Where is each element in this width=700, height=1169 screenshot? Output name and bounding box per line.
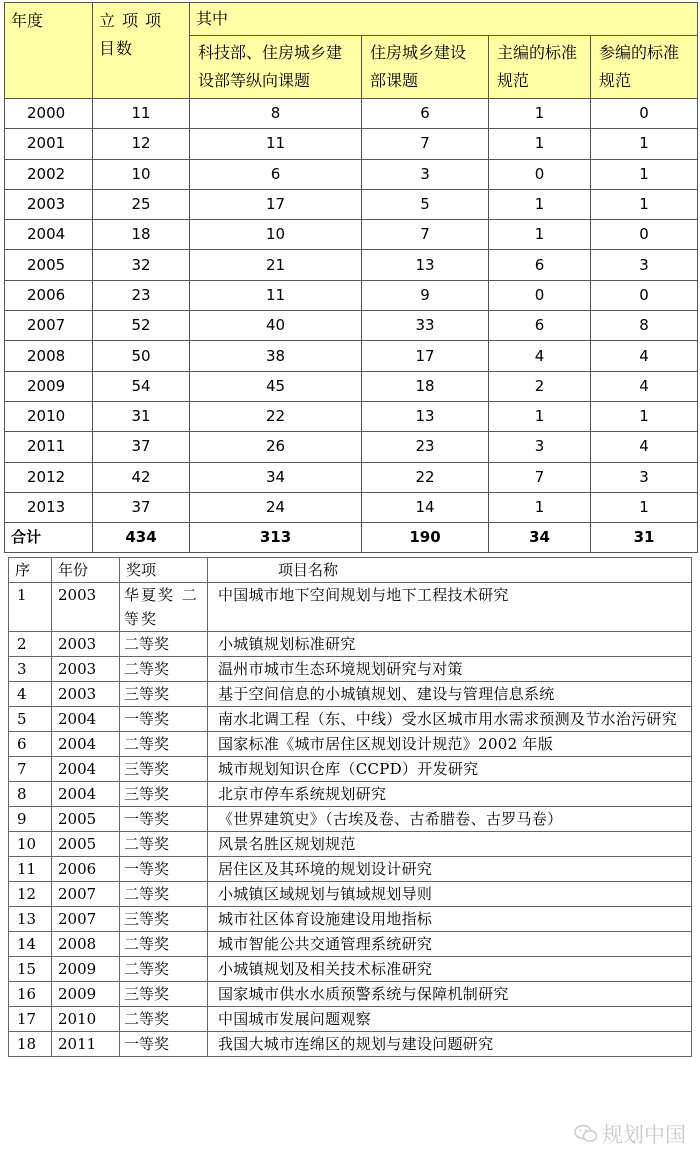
value-cell: 7 xyxy=(362,129,489,159)
award-cell: 二等奖 xyxy=(120,657,208,682)
header-year: 年份 xyxy=(52,558,120,583)
value-cell: 4 xyxy=(591,341,698,371)
value-cell: 3 xyxy=(489,432,591,462)
award-cell: 一等奖 xyxy=(120,857,208,882)
value-cell: 0 xyxy=(489,159,591,189)
year-cell: 2010 xyxy=(5,401,93,431)
header-col3: 主编的标准规范 xyxy=(489,36,591,99)
wechat-icon xyxy=(574,1124,598,1144)
value-cell: 10 xyxy=(93,159,190,189)
table-row xyxy=(9,782,692,807)
value-cell: 25 xyxy=(93,189,190,219)
project-name-cell: 我国大城市连绵区的规划与建设问题研究 xyxy=(208,1032,692,1057)
table-row xyxy=(9,732,692,757)
header-col1: 科技部、住房城乡建设部等纵向课题 xyxy=(190,36,362,99)
award-cell: 二等奖 xyxy=(120,732,208,757)
table-row xyxy=(9,932,692,957)
table-row xyxy=(9,882,692,907)
value-cell: 1 xyxy=(591,159,698,189)
year-cell: 2006 xyxy=(52,857,120,882)
value-cell: 17 xyxy=(190,189,362,219)
value-cell: 6 xyxy=(190,159,362,189)
year-cell: 2011 xyxy=(5,432,93,462)
project-name-cell: 国家城市供水水质预警系统与保障机制研究 xyxy=(208,982,692,1007)
table-row xyxy=(5,159,698,189)
award-cell: 二等奖 xyxy=(120,632,208,657)
year-cell: 2004 xyxy=(52,782,120,807)
value-cell: 13 xyxy=(362,250,489,280)
value-cell: 37 xyxy=(93,432,190,462)
value-cell: 1 xyxy=(489,401,591,431)
year-cell: 2007 xyxy=(52,882,120,907)
table-row xyxy=(5,280,698,310)
total-cell: 31 xyxy=(591,523,698,553)
header-group: 其中 xyxy=(190,3,698,36)
seq-cell: 1 xyxy=(9,583,52,632)
seq-cell: 6 xyxy=(9,732,52,757)
value-cell: 11 xyxy=(190,129,362,159)
table-row xyxy=(9,982,692,1007)
table-row xyxy=(9,682,692,707)
table-row xyxy=(5,492,698,522)
value-cell: 9 xyxy=(362,280,489,310)
value-cell: 23 xyxy=(93,280,190,310)
project-name-cell: 南水北调工程（东、中线）受水区城市用水需求预测及节水治污研究 xyxy=(208,707,692,732)
table-row xyxy=(9,583,692,632)
year-cell: 2000 xyxy=(5,99,93,129)
award-cell: 华夏奖 二等奖 xyxy=(120,583,208,632)
value-cell: 7 xyxy=(362,220,489,250)
project-name-cell: 基于空间信息的小城镇规划、建设与管理信息系统 xyxy=(208,682,692,707)
value-cell: 52 xyxy=(93,311,190,341)
table-row xyxy=(5,341,698,371)
table-row xyxy=(9,907,692,932)
value-cell: 0 xyxy=(591,280,698,310)
value-cell: 11 xyxy=(93,99,190,129)
value-cell: 1 xyxy=(489,129,591,159)
project-name-cell: 北京市停车系统规划研究 xyxy=(208,782,692,807)
project-name-cell: 小城镇规划标准研究 xyxy=(208,632,692,657)
seq-cell: 2 xyxy=(9,632,52,657)
award-cell: 二等奖 xyxy=(120,932,208,957)
table-row xyxy=(5,129,698,159)
header-col4: 参编的标准规范 xyxy=(591,36,698,99)
value-cell: 38 xyxy=(190,341,362,371)
award-cell: 二等奖 xyxy=(120,957,208,982)
year-cell: 2010 xyxy=(52,1007,120,1032)
value-cell: 14 xyxy=(362,492,489,522)
value-cell: 23 xyxy=(362,432,489,462)
year-cell: 2006 xyxy=(5,280,93,310)
award-cell: 三等奖 xyxy=(120,782,208,807)
year-cell: 2013 xyxy=(5,492,93,522)
table-row xyxy=(5,432,698,462)
year-cell: 2009 xyxy=(52,957,120,982)
watermark-text: 规划中国 xyxy=(602,1123,686,1147)
value-cell: 4 xyxy=(489,341,591,371)
table-row xyxy=(9,857,692,882)
value-cell: 11 xyxy=(190,280,362,310)
table-row xyxy=(9,657,692,682)
value-cell: 1 xyxy=(489,99,591,129)
award-cell: 三等奖 xyxy=(120,757,208,782)
seq-cell: 4 xyxy=(9,682,52,707)
value-cell: 1 xyxy=(591,492,698,522)
year-cell: 2002 xyxy=(5,159,93,189)
header-award: 奖项 xyxy=(120,558,208,583)
table-row xyxy=(9,1032,692,1057)
value-cell: 31 xyxy=(93,401,190,431)
award-cell: 三等奖 xyxy=(120,982,208,1007)
total-cell: 313 xyxy=(190,523,362,553)
value-cell: 0 xyxy=(489,280,591,310)
award-cell: 三等奖 xyxy=(120,907,208,932)
seq-cell: 9 xyxy=(9,807,52,832)
award-cell: 三等奖 xyxy=(120,682,208,707)
value-cell: 18 xyxy=(93,220,190,250)
table-row xyxy=(9,757,692,782)
seq-cell: 14 xyxy=(9,932,52,957)
year-cell: 2007 xyxy=(52,907,120,932)
award-cell: 一等奖 xyxy=(120,807,208,832)
value-cell: 5 xyxy=(362,189,489,219)
value-cell: 3 xyxy=(591,462,698,492)
value-cell: 22 xyxy=(190,401,362,431)
seq-cell: 5 xyxy=(9,707,52,732)
table-row xyxy=(5,371,698,401)
awards-table xyxy=(8,557,692,1057)
header-project-count: 立 项 项 目数 xyxy=(93,3,190,99)
table-row xyxy=(5,99,698,129)
value-cell: 8 xyxy=(190,99,362,129)
project-name-cell: 小城镇区域规划与镇域规划导则 xyxy=(208,882,692,907)
value-cell: 0 xyxy=(591,99,698,129)
table-row xyxy=(5,311,698,341)
value-cell: 6 xyxy=(362,99,489,129)
seq-cell: 16 xyxy=(9,982,52,1007)
project-name-cell: 居住区及其环境的规划设计研究 xyxy=(208,857,692,882)
total-cell: 190 xyxy=(362,523,489,553)
table-row xyxy=(9,707,692,732)
project-name-cell: 城市社区体育设施建设用地指标 xyxy=(208,907,692,932)
value-cell: 50 xyxy=(93,341,190,371)
value-cell: 12 xyxy=(93,129,190,159)
year-cell: 2012 xyxy=(5,462,93,492)
header-project-name: 项目名称 xyxy=(208,558,692,583)
seq-cell: 10 xyxy=(9,832,52,857)
value-cell: 1 xyxy=(489,189,591,219)
value-cell: 1 xyxy=(489,220,591,250)
header-seq: 序 xyxy=(9,558,52,583)
value-cell: 33 xyxy=(362,311,489,341)
seq-cell: 18 xyxy=(9,1032,52,1057)
table-row xyxy=(5,462,698,492)
award-cell: 一等奖 xyxy=(120,1032,208,1057)
value-cell: 10 xyxy=(190,220,362,250)
project-name-cell: 温州市城市生态环境规划研究与对策 xyxy=(208,657,692,682)
project-name-cell: 小城镇规划及相关技术标准研究 xyxy=(208,957,692,982)
value-cell: 6 xyxy=(489,250,591,280)
seq-cell: 3 xyxy=(9,657,52,682)
value-cell: 0 xyxy=(591,220,698,250)
award-cell: 二等奖 xyxy=(120,832,208,857)
value-cell: 45 xyxy=(190,371,362,401)
header-col2: 住房城乡建设部课题 xyxy=(362,36,489,99)
year-cell: 2007 xyxy=(5,311,93,341)
year-cell: 2004 xyxy=(52,757,120,782)
value-cell: 17 xyxy=(362,341,489,371)
year-cell: 2003 xyxy=(52,583,120,632)
value-cell: 2 xyxy=(489,371,591,401)
header-year: 年度 xyxy=(5,3,93,99)
value-cell: 40 xyxy=(190,311,362,341)
value-cell: 1 xyxy=(591,401,698,431)
total-cell: 34 xyxy=(489,523,591,553)
value-cell: 7 xyxy=(489,462,591,492)
table-row xyxy=(9,1007,692,1032)
award-cell: 二等奖 xyxy=(120,882,208,907)
seq-cell: 12 xyxy=(9,882,52,907)
value-cell: 1 xyxy=(489,492,591,522)
project-stats-table xyxy=(4,2,698,553)
table-row xyxy=(5,189,698,219)
value-cell: 3 xyxy=(591,250,698,280)
year-cell: 2011 xyxy=(52,1032,120,1057)
year-cell: 2004 xyxy=(5,220,93,250)
seq-cell: 13 xyxy=(9,907,52,932)
table-row xyxy=(5,220,698,250)
total-label: 合计 xyxy=(5,523,93,553)
year-cell: 2003 xyxy=(52,632,120,657)
year-cell: 2003 xyxy=(5,189,93,219)
value-cell: 13 xyxy=(362,401,489,431)
year-cell: 2001 xyxy=(5,129,93,159)
table-row xyxy=(9,807,692,832)
table-row xyxy=(9,957,692,982)
value-cell: 6 xyxy=(489,311,591,341)
value-cell: 8 xyxy=(591,311,698,341)
seq-cell: 7 xyxy=(9,757,52,782)
value-cell: 3 xyxy=(362,159,489,189)
value-cell: 42 xyxy=(93,462,190,492)
project-name-cell: 城市智能公共交通管理系统研究 xyxy=(208,932,692,957)
year-cell: 2003 xyxy=(52,657,120,682)
total-row xyxy=(5,523,698,553)
table-row xyxy=(5,401,698,431)
seq-cell: 8 xyxy=(9,782,52,807)
table-row xyxy=(9,632,692,657)
year-cell: 2003 xyxy=(52,682,120,707)
value-cell: 4 xyxy=(591,371,698,401)
table-row xyxy=(9,832,692,857)
year-cell: 2005 xyxy=(52,832,120,857)
value-cell: 24 xyxy=(190,492,362,522)
value-cell: 1 xyxy=(591,129,698,159)
project-name-cell: 城市规划知识仓库（CCPD）开发研究 xyxy=(208,757,692,782)
project-name-cell: 《世界建筑史》（古埃及卷、古希腊卷、古罗马卷） xyxy=(208,807,692,832)
value-cell: 21 xyxy=(190,250,362,280)
value-cell: 26 xyxy=(190,432,362,462)
value-cell: 4 xyxy=(591,432,698,462)
project-name-cell: 中国城市发展问题观察 xyxy=(208,1007,692,1032)
year-cell: 2004 xyxy=(52,732,120,757)
value-cell: 1 xyxy=(591,189,698,219)
project-name-cell: 国家标准《城市居住区规划设计规范》2002 年版 xyxy=(208,732,692,757)
value-cell: 18 xyxy=(362,371,489,401)
year-cell: 2008 xyxy=(5,341,93,371)
seq-cell: 17 xyxy=(9,1007,52,1032)
value-cell: 22 xyxy=(362,462,489,492)
award-cell: 一等奖 xyxy=(120,707,208,732)
award-cell: 二等奖 xyxy=(120,1007,208,1032)
year-cell: 2004 xyxy=(52,707,120,732)
year-cell: 2005 xyxy=(52,807,120,832)
seq-cell: 11 xyxy=(9,857,52,882)
year-cell: 2005 xyxy=(5,250,93,280)
project-name-cell: 中国城市地下空间规划与地下工程技术研究 xyxy=(208,583,692,632)
year-cell: 2008 xyxy=(52,932,120,957)
seq-cell: 15 xyxy=(9,957,52,982)
project-name-cell: 风景名胜区规划规范 xyxy=(208,832,692,857)
value-cell: 32 xyxy=(93,250,190,280)
total-cell: 434 xyxy=(93,523,190,553)
table-row xyxy=(5,250,698,280)
year-cell: 2009 xyxy=(5,371,93,401)
watermark xyxy=(574,1119,686,1149)
value-cell: 54 xyxy=(93,371,190,401)
year-cell: 2009 xyxy=(52,982,120,1007)
value-cell: 37 xyxy=(93,492,190,522)
value-cell: 34 xyxy=(190,462,362,492)
